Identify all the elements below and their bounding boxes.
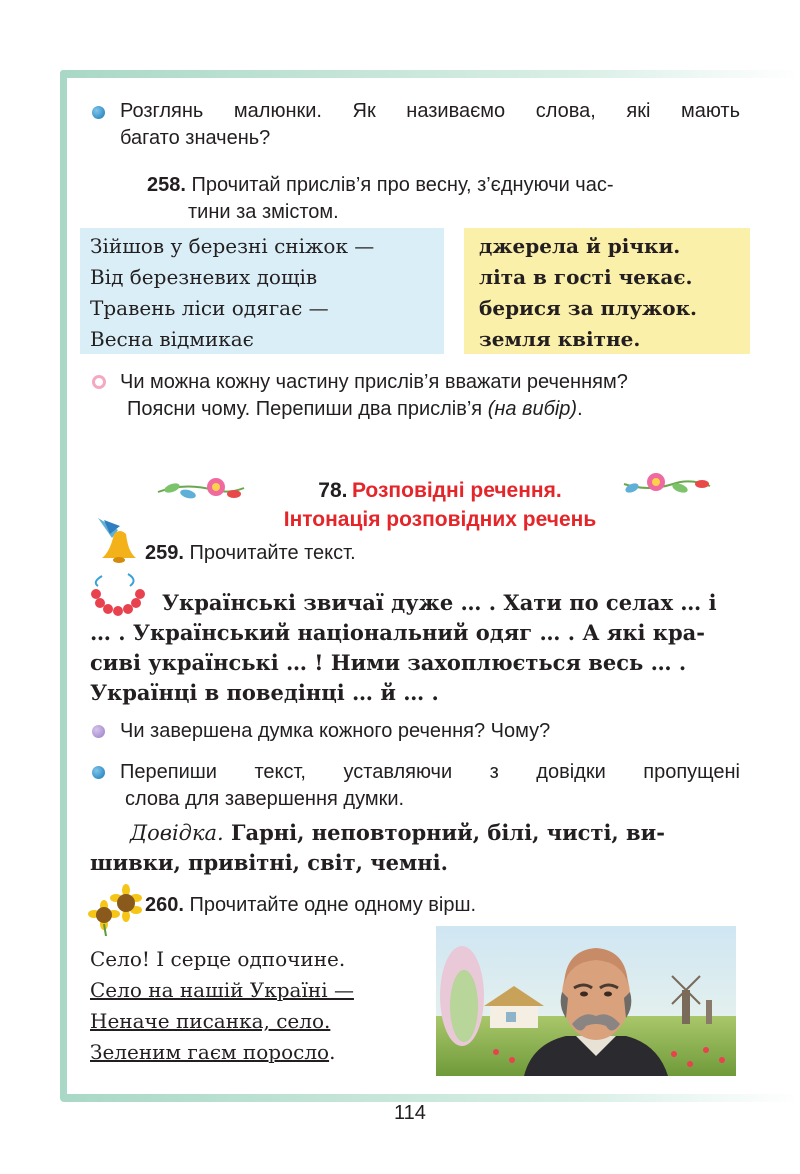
proverb-right-1: джерела й річки. <box>479 234 681 258</box>
exercise-instruction: Прочитайте одне одному вірш. <box>189 894 477 916</box>
page-number: 114 <box>394 1102 426 1124</box>
task2-line1: Чи можна кожну частину прислів’я вважати реченням? <box>120 371 628 393</box>
poem-line-4-end: . <box>329 1040 336 1064</box>
poem-line-1: Село! І серце одпочине. <box>90 947 346 971</box>
exercise-instruction: Прочитай прислів’я про весну, з’єднуючи час- <box>191 174 614 196</box>
frame-bottom-border <box>60 1094 800 1102</box>
text-line-1: Українські звичаї дуже … . Хати по селах … і <box>162 590 717 615</box>
section-number: 78. <box>318 479 348 502</box>
dovidka-words: Гарні, неповторний, білі, чисті, ви- <box>223 820 665 845</box>
task-question-3: Чи завершена думка кожного речення? Чому? <box>120 720 551 742</box>
task4-line1: Перепиши текст, уставляючи з довідки пропущені <box>120 761 740 783</box>
proverb-right-4: земля квітне. <box>479 327 641 351</box>
task-question-2 <box>120 369 760 423</box>
exercise-instruction-cont: тини за змістом. <box>188 201 339 223</box>
proverb-left-4: Весна відмикає <box>90 327 254 351</box>
blue-bullet-icon <box>92 106 105 119</box>
task1-line2: багато значень? <box>120 127 271 149</box>
task2-line2-end: . <box>577 398 583 420</box>
task2-line2 <box>120 396 760 423</box>
blue-bullet-icon <box>92 766 105 779</box>
exercise-number: 258. <box>147 174 186 196</box>
task1-line1: Розглянь малюнки. Як називаємо слова, які мають <box>120 100 740 122</box>
task4-line2: слова для завершення думки. <box>125 788 405 810</box>
proverbs-right-box <box>464 228 750 354</box>
portrait-illustration <box>436 926 736 1076</box>
poem-line-4: Зеленим гаєм поросло <box>90 1040 330 1064</box>
proverb-right-2: літа в гості чекає. <box>479 265 693 289</box>
proverbs-left-box <box>80 228 444 354</box>
exercise-260 <box>145 892 476 919</box>
section-heading <box>140 477 740 533</box>
exercise-number: 260. <box>145 894 184 916</box>
exercise-number: 259. <box>145 542 184 564</box>
exercise-259 <box>145 540 356 567</box>
proverb-left-1: Зійшов у березні сніжок — <box>90 234 375 258</box>
dovidka-block <box>90 818 740 878</box>
exercise-instruction: Прочитайте текст. <box>189 542 356 564</box>
task-question-1 <box>120 98 740 152</box>
pink-bullet-icon <box>92 375 106 389</box>
exercise-258 <box>147 172 747 226</box>
poem-line-3: Неначе писанка, село. <box>90 1009 331 1033</box>
text-line-3: сиві українські … ! Ними захоплюється весь … . <box>90 650 687 675</box>
proverb-left-2: Від березневих дощів <box>90 265 318 289</box>
task2-line2-italic: (на вибір) <box>487 398 578 420</box>
frame-top-border <box>60 70 800 78</box>
poem <box>90 944 354 1068</box>
task-question-4 <box>120 759 740 813</box>
text-259 <box>90 588 740 708</box>
bell-icon <box>90 512 146 568</box>
section-title-line2: Інтонація розповідних речень <box>283 508 597 531</box>
poem-line-2: Село на нашій Україні — <box>90 978 354 1002</box>
dovidka-words-cont: шивки, привітні, світ, чемні. <box>90 850 448 875</box>
sunflower-icon <box>88 884 144 936</box>
task2-line2-main: Поясни чому. Перепиши два прислів’я <box>127 398 488 420</box>
section-title-line1: Розповідні речення. <box>351 479 562 502</box>
proverb-left-3: Травень ліси одягає — <box>90 296 329 320</box>
frame-left-border <box>60 70 67 1100</box>
proverb-right-3: берися за плужок. <box>479 296 697 320</box>
text-line-2: … . Український національний одяг … . А які кра- <box>90 620 705 645</box>
lilac-bullet-icon <box>92 725 105 738</box>
dovidka-label: Довідка. <box>130 821 224 845</box>
text-line-4: Українці в поведінці … й … . <box>90 680 439 705</box>
